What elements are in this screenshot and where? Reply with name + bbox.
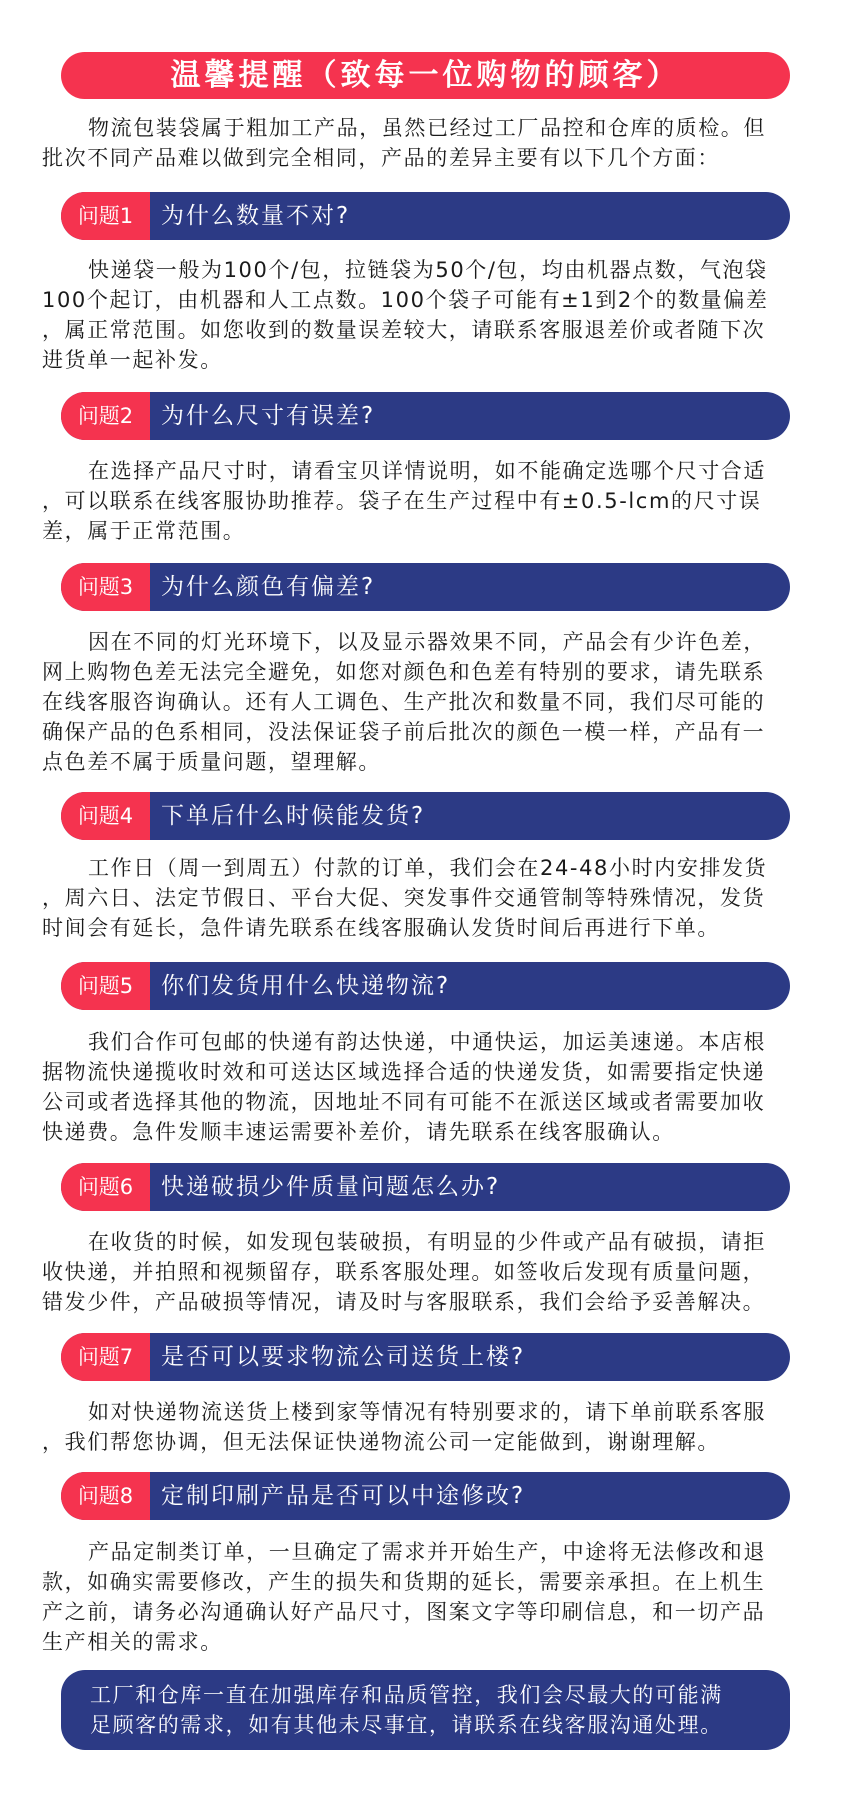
answer-line: 在选择产品尺寸时，请看宝贝详情说明，如不能确定选哪个尺寸合适 xyxy=(88,459,766,483)
answer-line: 进货单一起补发。 xyxy=(42,348,223,372)
question-title: 定制印刷产品是否可以中途修改? xyxy=(161,1483,526,1509)
question-tag: 问题4 xyxy=(61,792,150,840)
question-tag: 问题5 xyxy=(61,962,150,1010)
question-title: 是否可以要求物流公司送货上楼? xyxy=(161,1344,526,1370)
question-tag: 问题8 xyxy=(61,1472,150,1520)
answer-line: 生产相关的需求。 xyxy=(42,1630,223,1654)
answer-line: 快递费。急件发顺丰速运需要补差价，请先联系在线客服确认。 xyxy=(42,1120,675,1144)
answer-text-4 xyxy=(42,853,812,943)
question-header-5 xyxy=(61,962,790,1010)
answer-line: 在收货的时候，如发现包装破损，有明显的少件或产品有破损，请拒 xyxy=(88,1230,766,1254)
answer-line: 我们合作可包邮的快递有韵达快递，中通快运，加运美速递。本店根 xyxy=(88,1030,766,1054)
intro-text xyxy=(42,113,812,173)
answer-line: 100个起订，由机器和人工点数。100个袋子可能有±1到2个的数量偏差 xyxy=(42,288,769,312)
answer-line: ，我们帮您协调，但无法保证快递物流公司一定能做到，谢谢理解。 xyxy=(42,1430,720,1454)
answer-line: 款，如确实需要修改，产生的损失和货期的延长，需要亲承担。在上机生 xyxy=(42,1570,766,1594)
question-header-3 xyxy=(61,563,790,611)
answer-line: 产品定制类订单，一旦确定了需求并开始生产，中途将无法修改和退 xyxy=(88,1540,766,1564)
question-title: 为什么尺寸有误差? xyxy=(161,403,376,429)
question-title: 下单后什么时候能发货? xyxy=(161,803,426,829)
question-tag: 问题7 xyxy=(61,1333,150,1381)
question-header-7 xyxy=(61,1333,790,1381)
question-tag: 问题6 xyxy=(61,1163,150,1211)
closing-line: 工厂和仓库一直在加强库存和品质管控，我们会尽最大的可能满 xyxy=(90,1683,723,1707)
question-tag: 问题1 xyxy=(61,192,150,240)
question-header-6 xyxy=(61,1163,790,1211)
answer-line: 时间会有延长，急件请先联系在线客服确认发货时间后再进行下单。 xyxy=(42,916,720,940)
question-tag: 问题3 xyxy=(61,563,150,611)
answer-line: 工作日（周一到周五）付款的订单，我们会在24-48小时内安排发货 xyxy=(88,856,768,880)
intro-line: 物流包装袋属于粗加工产品，虽然已经过工厂品控和仓库的质检。但 xyxy=(88,116,766,140)
closing-box xyxy=(61,1670,790,1750)
answer-line: ，属正常范围。如您收到的数量误差较大，请联系客服退差价或者随下次 xyxy=(42,318,766,342)
answer-line: ，可以联系在线客服协助推荐。袋子在生产过程中有±0.5-lcm的尺寸误 xyxy=(42,489,762,513)
question-header-1 xyxy=(61,192,790,240)
question-title: 为什么颜色有偏差? xyxy=(161,574,376,600)
answer-line: 确保产品的色系相同，没法保证袋子前后批次的颜色一模一样，产品有一 xyxy=(42,720,766,744)
answer-line: 收快递，并拍照和视频留存，联系客服处理。如签收后发现有质量问题， xyxy=(42,1260,766,1284)
closing-line: 足顾客的需求，如有其他未尽事宜，请联系在线客服沟通处理。 xyxy=(90,1713,723,1737)
intro-line: 批次不同产品难以做到完全相同，产品的差异主要有以下几个方面： xyxy=(42,146,720,170)
answer-text-3 xyxy=(42,627,812,777)
question-title: 为什么数量不对? xyxy=(161,203,351,229)
answer-line: 因在不同的灯光环境下，以及显示器效果不同，产品会有少许色差， xyxy=(88,630,766,654)
closing-text xyxy=(90,1680,770,1740)
answer-line: 公司或者选择其他的物流，因地址不同有可能不在派送区域或者需要加收 xyxy=(42,1090,766,1114)
answer-text-1 xyxy=(42,255,812,375)
answer-text-2 xyxy=(42,456,812,546)
page-title: 温馨提醒（致每一位购物的顾客） xyxy=(61,52,790,99)
answer-text-5 xyxy=(42,1027,812,1147)
answer-text-7 xyxy=(42,1397,812,1457)
question-title: 快递破损少件质量问题怎么办? xyxy=(161,1174,501,1200)
answer-line: 在线客服咨询确认。还有人工调色、生产批次和数量不同，我们尽可能的 xyxy=(42,690,766,714)
answer-line: 产之前，请务必沟通确认好产品尺寸，图案文字等印刷信息，和一切产品 xyxy=(42,1600,766,1624)
answer-line: 快递袋一般为100个/包，拉链袋为50个/包，均由机器点数，气泡袋 xyxy=(88,258,768,282)
answer-line: 据物流快递揽收时效和可送达区域选择合适的快递发货，如需要指定快递 xyxy=(42,1060,766,1084)
question-header-4 xyxy=(61,792,790,840)
answer-line: ，周六日、法定节假日、平台大促、突发事件交通管制等特殊情况，发货 xyxy=(42,886,766,910)
question-header-2 xyxy=(61,392,790,440)
answer-line: 如对快递物流送货上楼到家等情况有特别要求的，请下单前联系客服 xyxy=(88,1400,766,1424)
question-tag: 问题2 xyxy=(61,392,150,440)
answer-text-6 xyxy=(42,1227,812,1317)
answer-text-8 xyxy=(42,1537,812,1657)
answer-line: 错发少件，产品破损等情况，请及时与客服联系，我们会给予妥善解决。 xyxy=(42,1290,766,1314)
question-title: 你们发货用什么快递物流? xyxy=(161,973,451,999)
question-header-8 xyxy=(61,1472,790,1520)
answer-line: 点色差不属于质量问题，望理解。 xyxy=(42,750,381,774)
answer-line: 差，属于正常范围。 xyxy=(42,519,246,543)
answer-line: 网上购物色差无法完全避免，如您对颜色和色差有特别的要求，请先联系 xyxy=(42,660,766,684)
